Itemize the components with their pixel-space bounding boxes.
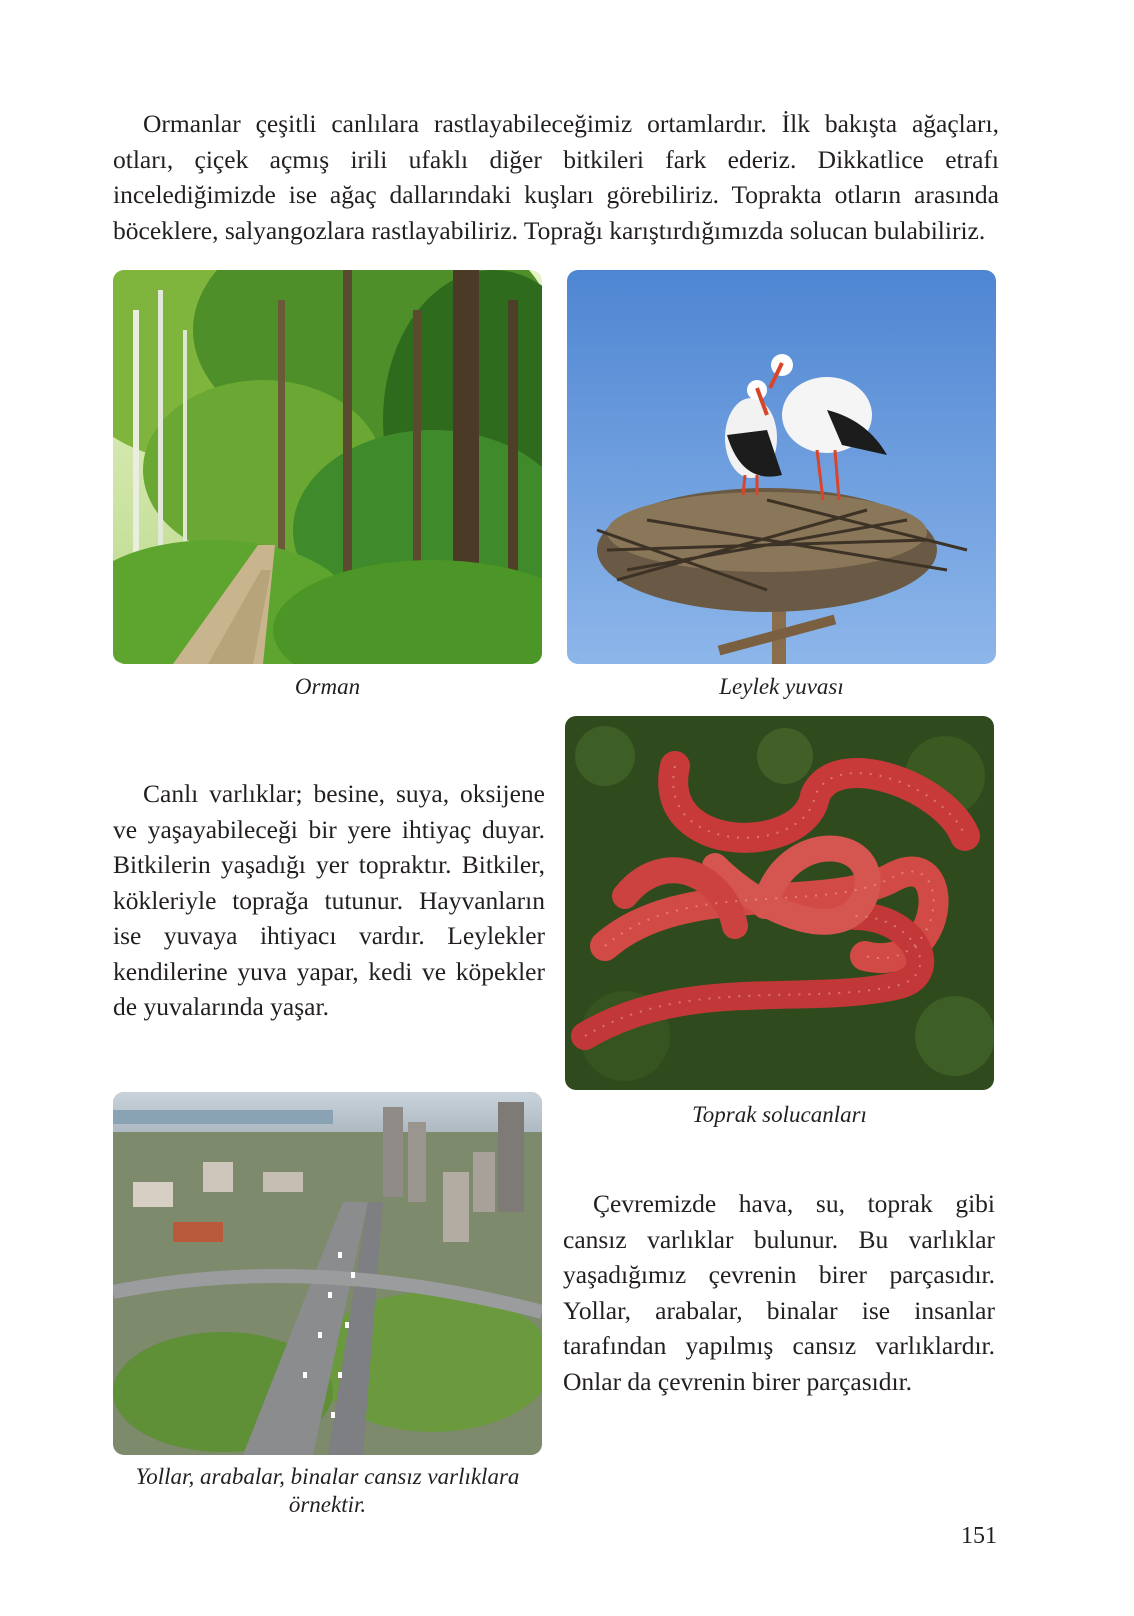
stork-nest-caption: Leylek yuvası [719, 674, 844, 699]
needs-paragraph: Canlı varlıklar; besine, suya, oksijene ve yaşayabileceği bir yere ihtiyaç duyar. Bitkilerin yaşadığı yer topraktır. Bitkiler, kökleriyle toprağa tutunur. Hayvanların ise yuvaya ihtiyacı vardır. Leylekler kendilerine yuva yapar, kedi ve köpekler de yuvalarında yaşar. [113, 779, 545, 1021]
earthworms-caption: Toprak solucanları [692, 1102, 867, 1127]
nonliving-paragraph: Çevremizde hava, su, toprak gibi cansız varlıklar bulunur. Bu varlıklar yaşadığımız çevrenin birer parçasıdır. Yollar, arabalar, binalar ise insanlar tarafından yapılmış cansız varlıklardır. Onlar da çevrenin birer parçasıdır. [563, 1189, 995, 1396]
city-photo [113, 1092, 542, 1455]
page-number: 151 [961, 1523, 997, 1549]
forest-photo [113, 270, 542, 664]
forest-caption: Orman [294, 674, 361, 699]
earthworms-photo [565, 716, 994, 1090]
city-caption: Yollar, arabalar, binalar cansız varlıklara örnektir. [135, 1464, 520, 1517]
stork-nest-photo [567, 270, 996, 664]
intro-paragraph: Ormanlar çeşitli canlılara rastlayabileceğimiz ortamlardır. İlk bakışta ağaçları, otları, çiçek açmış irili ufaklı diğer bitkileri fark ederiz. Dikkatlice etrafı incelediğimizde ise ağaç dallarındaki kuşları görebiliriz. Toprakta otların arasında böceklere, salyangozlara rastlayabiliriz. Toprağı karıştırdığımızda solucan bulabiliriz. [113, 109, 999, 245]
